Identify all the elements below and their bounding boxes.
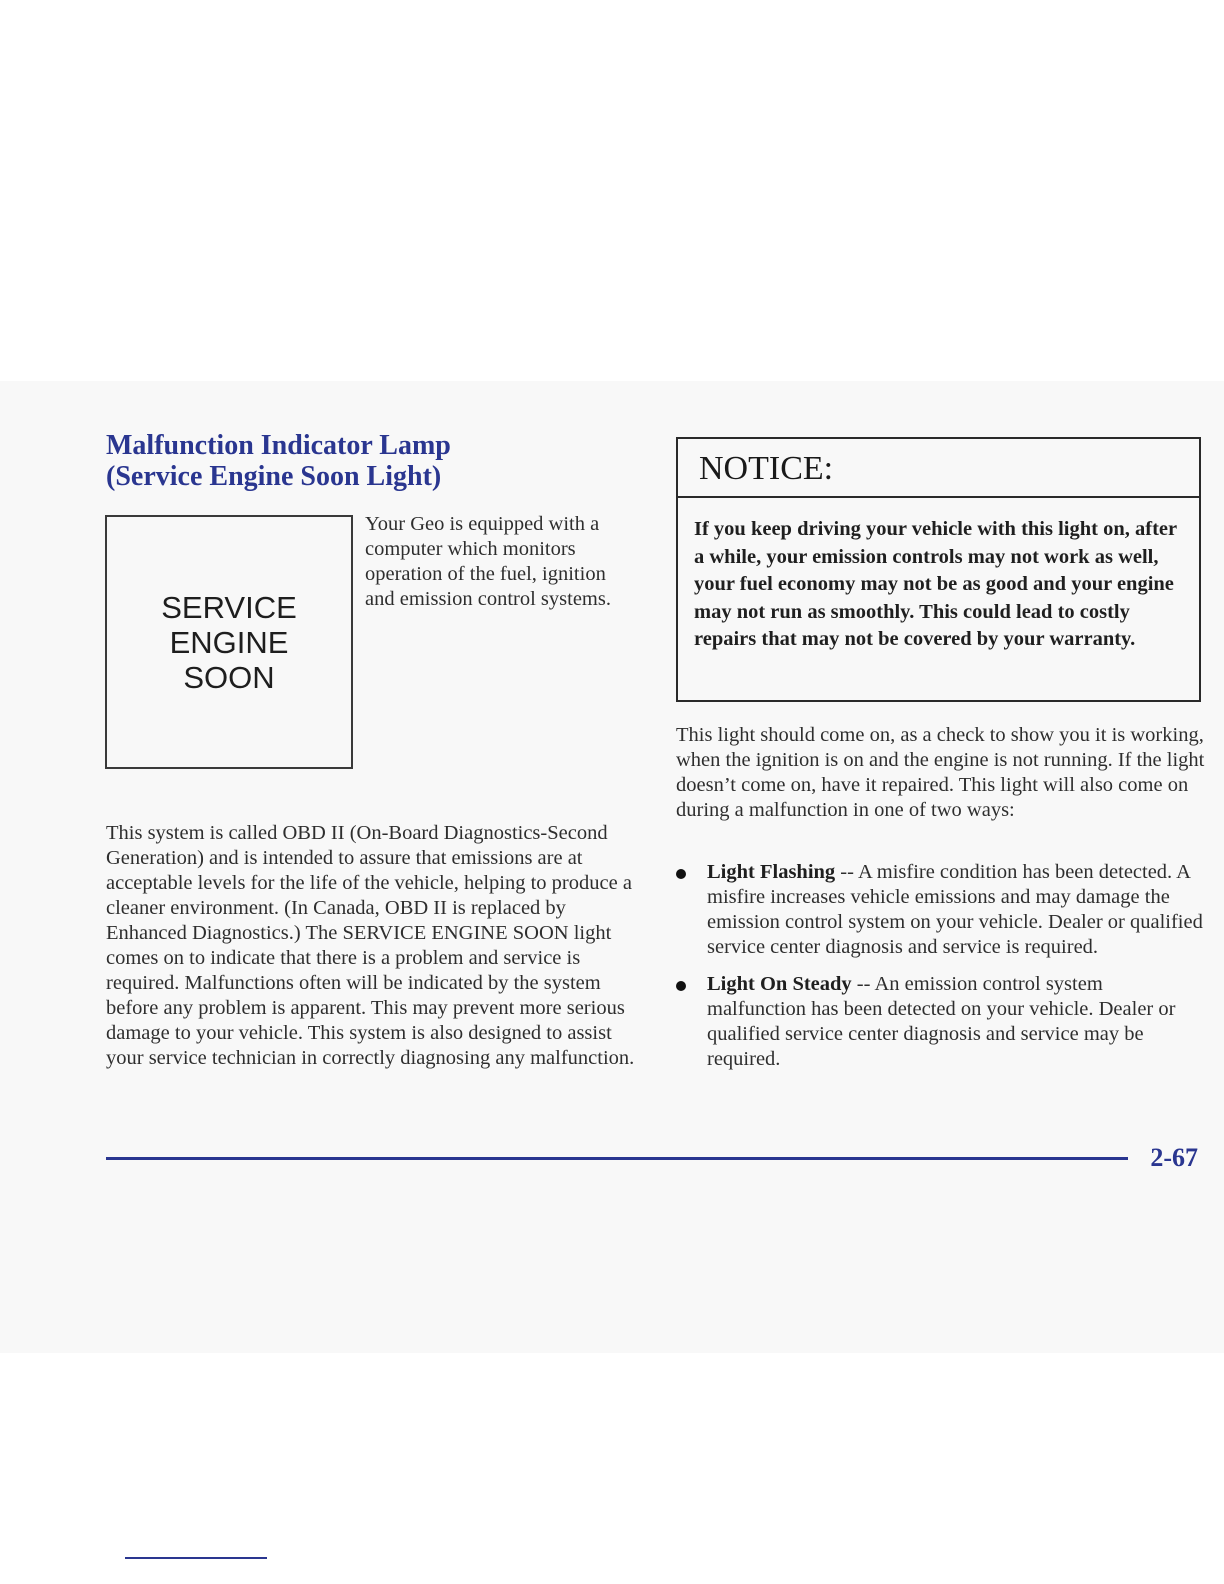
section-title-line-1: Malfunction Indicator Lamp (106, 430, 451, 461)
lamp-text-line-2: ENGINE (169, 624, 289, 660)
light-check-paragraph: This light should come on, as a check to show you it is working, when the ignition is on and the engine is not running. If the light doesn’t come on, have it repaired. This light will also come on during a malfunction in one of two ways: (676, 724, 1205, 821)
bullet-icon (676, 869, 686, 879)
section-title-line-2: (Service Engine Soon Light) (106, 461, 442, 492)
bullet-term: Light Flashing (707, 861, 836, 883)
footer-rule (106, 1157, 1128, 1160)
bottom-rule (125, 1557, 267, 1559)
bullet-description: -- A misfire condition has been detected. A misfire increases vehicle emissions and may damage the emission control system on your vehicle. Dealer or qualified service center diagnosis and service is required. (707, 861, 1203, 958)
section-title (106, 430, 451, 492)
bullet-icon (676, 981, 686, 991)
intro-paragraph: Your Geo is equipped with a computer which monitors operation of the fuel, ignition and emission control systems. (365, 513, 611, 610)
bullet-term: Light On Steady (707, 973, 852, 995)
notice-body: If you keep driving your vehicle with this light on, after a while, your emission controls may not work as well, your fuel economy may not be as good and your engine may not run as smoothly. This could lead to costly repairs that may not be covered by your warranty. (694, 518, 1177, 650)
lamp-text-line-3: SOON (183, 659, 275, 695)
service-engine-soon-lamp-graphic (105, 515, 353, 769)
notice-box (676, 437, 1201, 702)
bullet-description: -- An emission control system malfunction has been detected on your vehicle. Dealer or qualified service center diagnosis and service may be required. (707, 973, 1176, 1070)
list-item-light-on-steady (676, 972, 1206, 1072)
notice-heading: NOTICE: (678, 439, 1199, 498)
list-item-light-flashing (676, 860, 1206, 960)
lamp-text-line-1: SERVICE (161, 589, 297, 625)
obd-paragraph: This system is called OBD II (On-Board Diagnostics-Second Generation) and is intended to assure that emissions are at acceptable levels for the life of the vehicle, helping to produce a cleaner environment. (In Canada, OBD II is replaced by Enhanced Diagnostics.) The SERVICE ENGINE SOON light comes on to indicate that there is a problem and service is required. Malfunctions often will be indicated by the system before any problem is apparent. This may prevent more serious damage to your vehicle. This system is also designed to assist your service technician in correctly diagnosing any malfunction. (106, 822, 635, 1069)
page-number: 2-67 (1150, 1143, 1198, 1172)
malfunction-modes-list (676, 860, 1206, 1084)
